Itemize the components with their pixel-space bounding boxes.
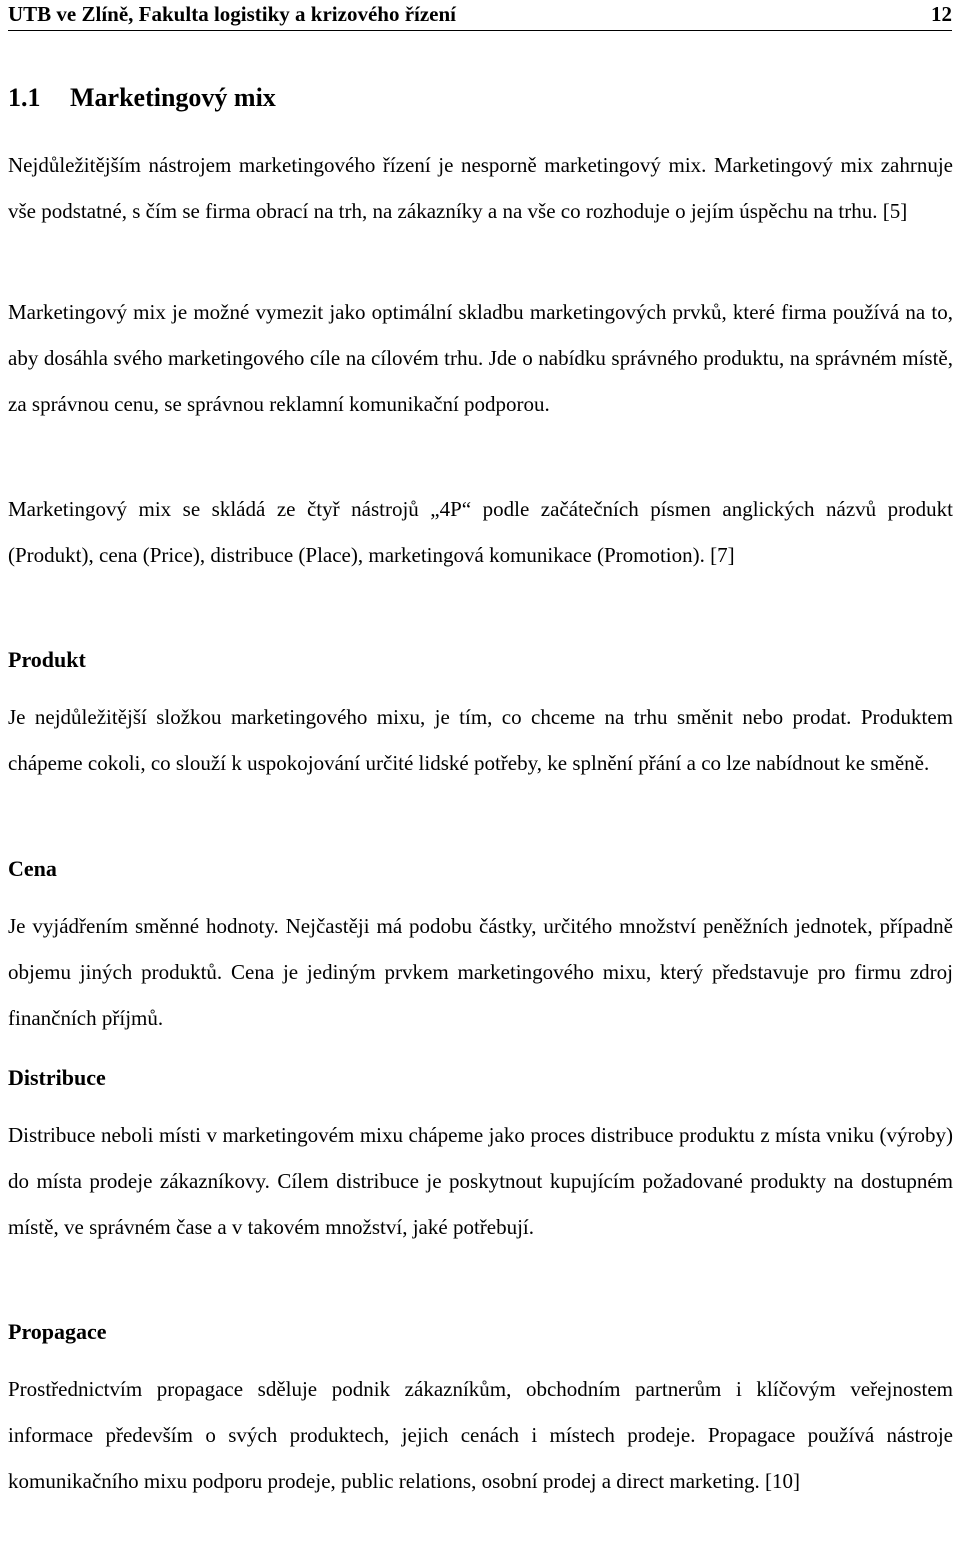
page-number: 12: [931, 2, 952, 26]
running-header: [8, 0, 952, 31]
section-title: Marketingový mix: [70, 83, 276, 112]
subheading-distribution: Distribuce: [8, 1065, 106, 1090]
paragraph-product: Je nejdůležitější složkou marketingového mixu, je tím, co chceme na trhu směnit nebo prodat. Produktem chápeme cokoli, co slouží k uspokojování určité lidské potřeby, ke splnění přání a co lze nabídnout ke směně.: [8, 705, 953, 775]
subheading-promotion: Propagace: [8, 1319, 107, 1344]
paragraph-four-p: Marketingový mix se skládá ze čtyř nástrojů „4P“ podle začátečních písmen anglických názvů produkt (Produkt), cena (Price), distribuce (Place), marketingová komunikace (Promotion). [7]: [8, 497, 953, 567]
section-heading: [8, 80, 276, 116]
paragraph-definition: Marketingový mix je možné vymezit jako optimální skladbu marketingových prvků, které firma používá na to, aby dosáhla svého marketingového cíle na cílovém trhu. Jde o nabídku správného produktu, na správném místě, za správnou cenu, se správnou reklamní komunikační podporou.: [8, 300, 953, 416]
paragraph-distribution: Distribuce neboli místi v marketingovém mixu chápeme jako proces distribuce produktu z místa vniku (výroby) do místa prodeje zákazníkovy. Cílem distribuce je poskytnout kupujícím požadované produkty na dostupném místě, ve správném čase a v takovém množství, jaké potřebují.: [8, 1123, 953, 1239]
subheading-price: Cena: [8, 856, 57, 881]
header-title: UTB ve Zlíně, Fakulta logistiky a krizového řízení: [8, 2, 457, 26]
paragraph-intro: Nejdůležitějším nástrojem marketingového řízení je nesporně marketingový mix. Marketingový mix zahrnuje vše podstatné, s čím se firma obrací na trh, na zákazníky a na vše co rozhoduje o jejím úspěchu na trhu. [5]: [8, 153, 953, 223]
paragraph-promotion: Prostřednictvím propagace sděluje podnik zákazníkům, obchodním partnerům i klíčovým veřejnostem informace především o svých produktech, jejich cenách i místech prodeje. Propagace používá nástroje komunikačního mixu podporu prodeje, public relations, osobní prodej a direct marketing. [10]: [8, 1377, 953, 1493]
paragraph-price: Je vyjádřením směnné hodnoty. Nejčastěji má podobu částky, určitého množství peněžních jednotek, případně objemu jiných produktů. Cena je jediným prvkem marketingového mixu, který představuje pro firmu zdroj finančních příjmů.: [8, 914, 953, 1030]
subheading-product: Produkt: [8, 647, 86, 672]
section-number: 1.1: [8, 83, 41, 112]
